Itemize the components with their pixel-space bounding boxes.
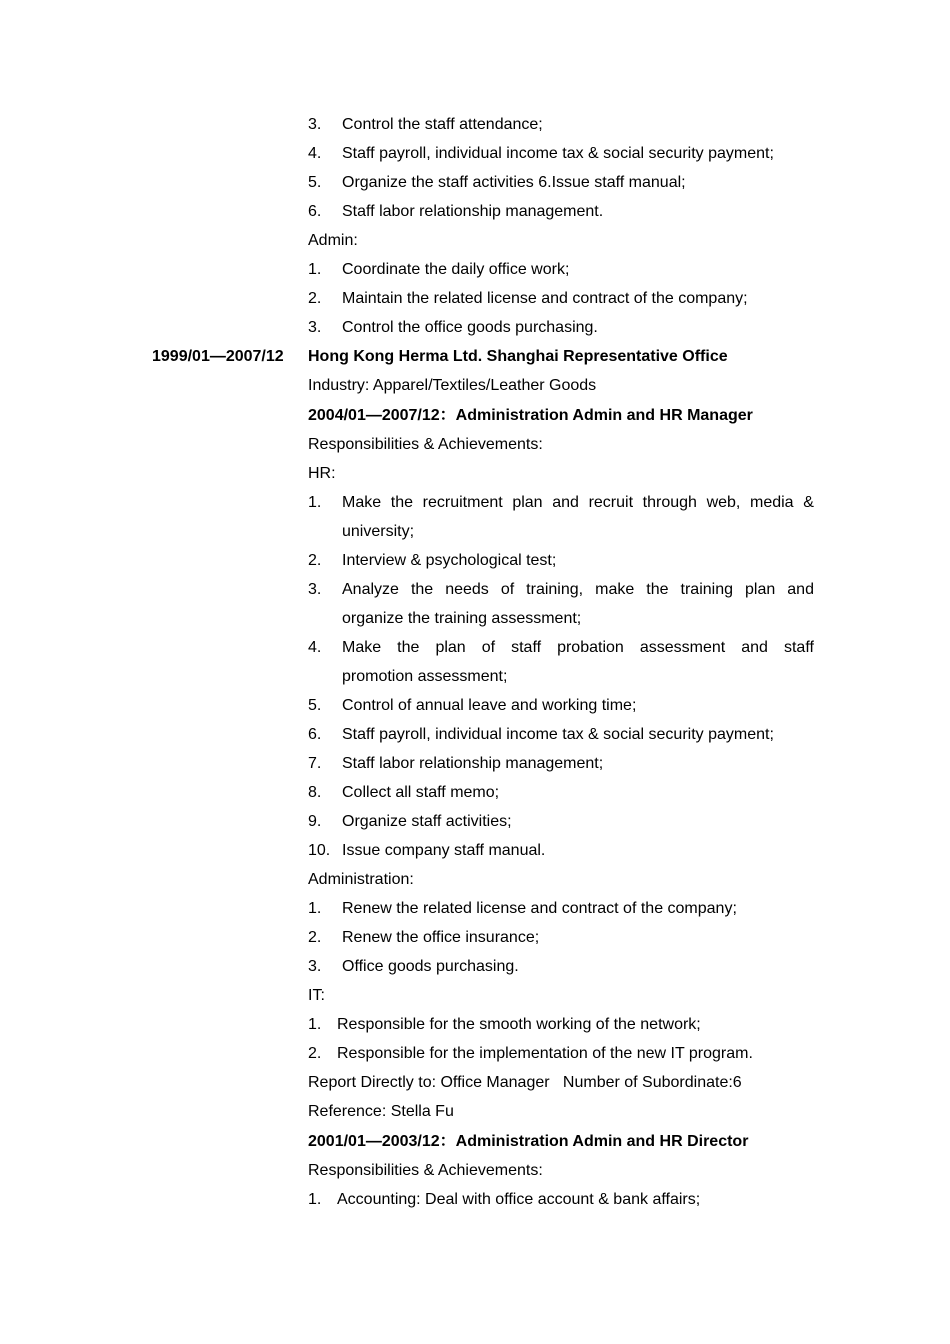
list-item-word: through [642,494,697,511]
list-item-number: 3. [308,581,322,598]
list-item-word: training [680,581,733,598]
list-item-number: 10. [308,842,331,859]
list-item-number: 7. [308,755,322,772]
list-item-word: training, [526,581,584,598]
list-item-text: Staff payroll, individual income tax & social security payment; [342,726,774,743]
list-item-text: Collect all staff memo; [342,784,500,801]
list-item-number: 5. [308,697,322,714]
list-item-number: 4. [308,639,322,656]
list-item-word: & [803,494,814,511]
section-heading-admin: Admin: [308,232,358,249]
list-item-word: web, [706,494,741,511]
list-item-text [342,638,814,658]
list-item-text-continued: organize the training assessment; [342,610,582,627]
section-heading-administration: Administration: [308,871,414,888]
list-item-number: 3. [308,319,322,336]
list-item-word: of [481,639,496,656]
list-item-number: 1. [308,1191,322,1208]
list-item-number: 4. [308,145,322,162]
list-item-text: Coordinate the daily office work; [342,261,570,278]
list-item-number: 3. [308,958,322,975]
list-item-word: recruit [588,494,634,511]
responsibilities-heading: Responsibilities & Achievements: [308,436,543,453]
list-item-word: Make [342,639,382,656]
list-item-number: 2. [308,929,322,946]
list-item-text-continued: university; [342,523,415,540]
position-title: 2001/01—2003/12：Administration Admin and HR Director [308,1133,749,1150]
list-item-number: 1. [308,261,322,278]
list-item-text: Control the staff attendance; [342,116,543,133]
list-item-number: 1. [308,1016,322,1033]
list-item-text: Responsible for the implementation of the new IT program. [337,1045,753,1062]
list-item-word: and [741,639,768,656]
list-item-text [342,493,814,513]
list-item-word: Analyze [342,581,399,598]
list-item-number: 2. [308,290,322,307]
list-item-word: staff [783,639,814,656]
list-item-text: Organize the staff activities 6.Issue staff manual; [342,174,686,191]
list-item-number: 2. [308,552,322,569]
list-item-word: and [552,494,579,511]
list-item-word: the [646,581,669,598]
list-item-word: the [397,639,420,656]
position-title: 2004/01—2007/12：Administration Admin and HR Manager [308,407,753,424]
list-item-text: Control of annual leave and working time; [342,697,637,714]
list-item-number: 2. [308,1045,322,1062]
section-heading-it: IT: [308,987,325,1004]
list-item-word: plan [512,494,543,511]
list-item-word: plan [435,639,466,656]
list-item-number: 8. [308,784,322,801]
list-item-word: the [390,494,414,511]
list-item-word: plan [745,581,776,598]
list-item-text: Office goods purchasing. [342,958,519,975]
section-heading-hr: HR: [308,465,336,482]
list-item-number: 3. [308,116,322,133]
company-name: Hong Kong Herma Ltd. Shanghai Representative Office [308,348,728,365]
list-item-text: Staff payroll, individual income tax & social security payment; [342,145,774,162]
list-item-word: make [595,581,635,598]
list-item-word: recruitment [422,494,503,511]
list-item-word: assessment [639,639,726,656]
list-item-word: the [410,581,434,598]
list-item-number: 5. [308,174,322,191]
list-item-text: Interview & psychological test; [342,552,557,569]
list-item-number: 6. [308,203,322,220]
list-item-word: Make [342,494,382,511]
list-item-number: 1. [308,900,322,917]
list-item-text: Control the office goods purchasing. [342,319,598,336]
list-item-word: media [750,494,794,511]
list-item-text-continued: promotion assessment; [342,668,508,685]
list-item-text: Issue company staff manual. [342,842,546,859]
list-item-text: Renew the office insurance; [342,929,540,946]
employment-period: 1999/01—2007/12 [152,348,284,365]
list-item-text [342,580,814,600]
list-item-word: probation [557,639,624,656]
list-item-text: Staff labor relationship management; [342,755,604,772]
responsibilities-heading: Responsibilities & Achievements: [308,1162,543,1179]
list-item-number: 1. [308,494,322,511]
list-item-word: and [787,581,814,598]
list-item-word: staff [511,639,542,656]
list-item-number: 6. [308,726,322,743]
list-item-word: of [500,581,515,598]
list-item-text: Responsible for the smooth working of the network; [337,1016,701,1033]
list-item-text: Organize staff activities; [342,813,512,830]
report-line: Report Directly to: Office Manager Number of Subordinate:6 [308,1074,742,1091]
list-item-text: Accounting: Deal with office account & bank affairs; [337,1191,701,1208]
list-item-text: Renew the related license and contract of the company; [342,900,737,917]
list-item-number: 9. [308,813,322,830]
reference-line: Reference: Stella Fu [308,1103,454,1120]
industry-line: Industry: Apparel/Textiles/Leather Goods [308,377,597,394]
list-item-word: needs [445,581,489,598]
list-item-text: Maintain the related license and contract of the company; [342,290,748,307]
list-item-text: Staff labor relationship management. [342,203,604,220]
